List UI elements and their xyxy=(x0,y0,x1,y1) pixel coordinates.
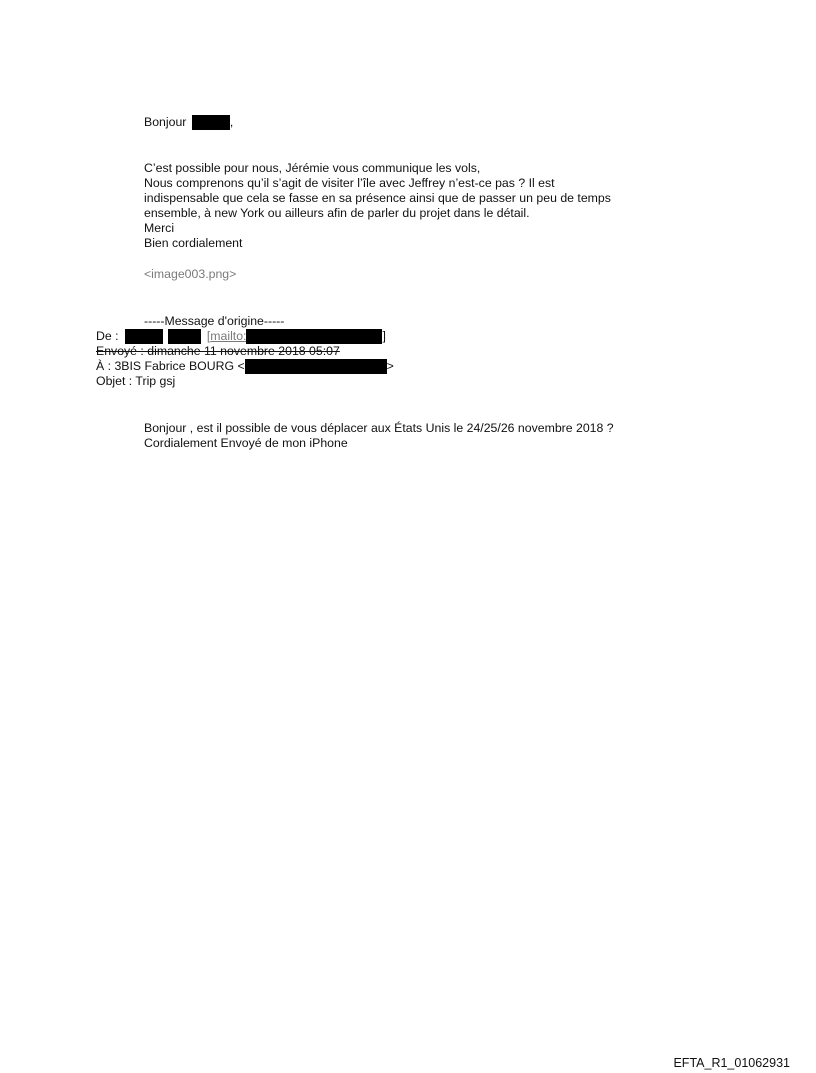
greeting-comma: , xyxy=(229,115,234,129)
mailto-open-bracket: [ xyxy=(206,329,211,343)
greeting-line xyxy=(144,115,233,130)
redaction-box xyxy=(245,359,387,374)
to-close-bracket: > xyxy=(386,359,394,373)
mailto-link[interactable]: mailto: xyxy=(210,329,247,343)
reply-line-5: Merci xyxy=(144,221,175,235)
redaction-box xyxy=(192,115,230,130)
subject-line: Objet : Trip gsj xyxy=(96,374,176,388)
from-label: De : xyxy=(96,329,119,343)
attachment-placeholder: <image003.png> xyxy=(144,267,237,281)
reply-line-6: Bien cordialement xyxy=(144,236,243,250)
from-line xyxy=(96,329,386,344)
original-body-line-1: Bonjour , est il possible de vous déplacer aux États Unis le 24/25/26 novembre 2018 ? xyxy=(144,421,614,435)
reply-line-3: indispensable que cela se fasse en sa présence ainsi que de passer un peu de temps xyxy=(144,191,611,205)
to-line xyxy=(96,359,394,374)
greeting-text: Bonjour xyxy=(144,115,187,129)
original-message-separator: -----Message d'origine----- xyxy=(144,314,285,328)
document-id: EFTA_R1_01062931 xyxy=(673,1056,790,1070)
redaction-box xyxy=(168,329,201,344)
reply-line-1: C’est possible pour nous, Jérémie vous communique les vols, xyxy=(144,161,481,175)
reply-line-2: Nous comprenons qu’il s’agit de visiter l’île avec Jeffrey n’est-ce pas ? Il est xyxy=(144,176,555,190)
to-label: À : 3BIS Fabrice BOURG < xyxy=(96,359,245,373)
redaction-box xyxy=(246,329,382,344)
sent-line: Envoyé : dimanche 11 novembre 2018 05:07 xyxy=(96,344,340,358)
redaction-box xyxy=(125,329,163,344)
original-body-line-2: Cordialement Envoyé de mon iPhone xyxy=(144,436,348,450)
reply-line-4: ensemble, à new York ou ailleurs afin de parler du projet dans le détail. xyxy=(144,206,530,220)
mailto-close-bracket: ] xyxy=(382,329,386,343)
